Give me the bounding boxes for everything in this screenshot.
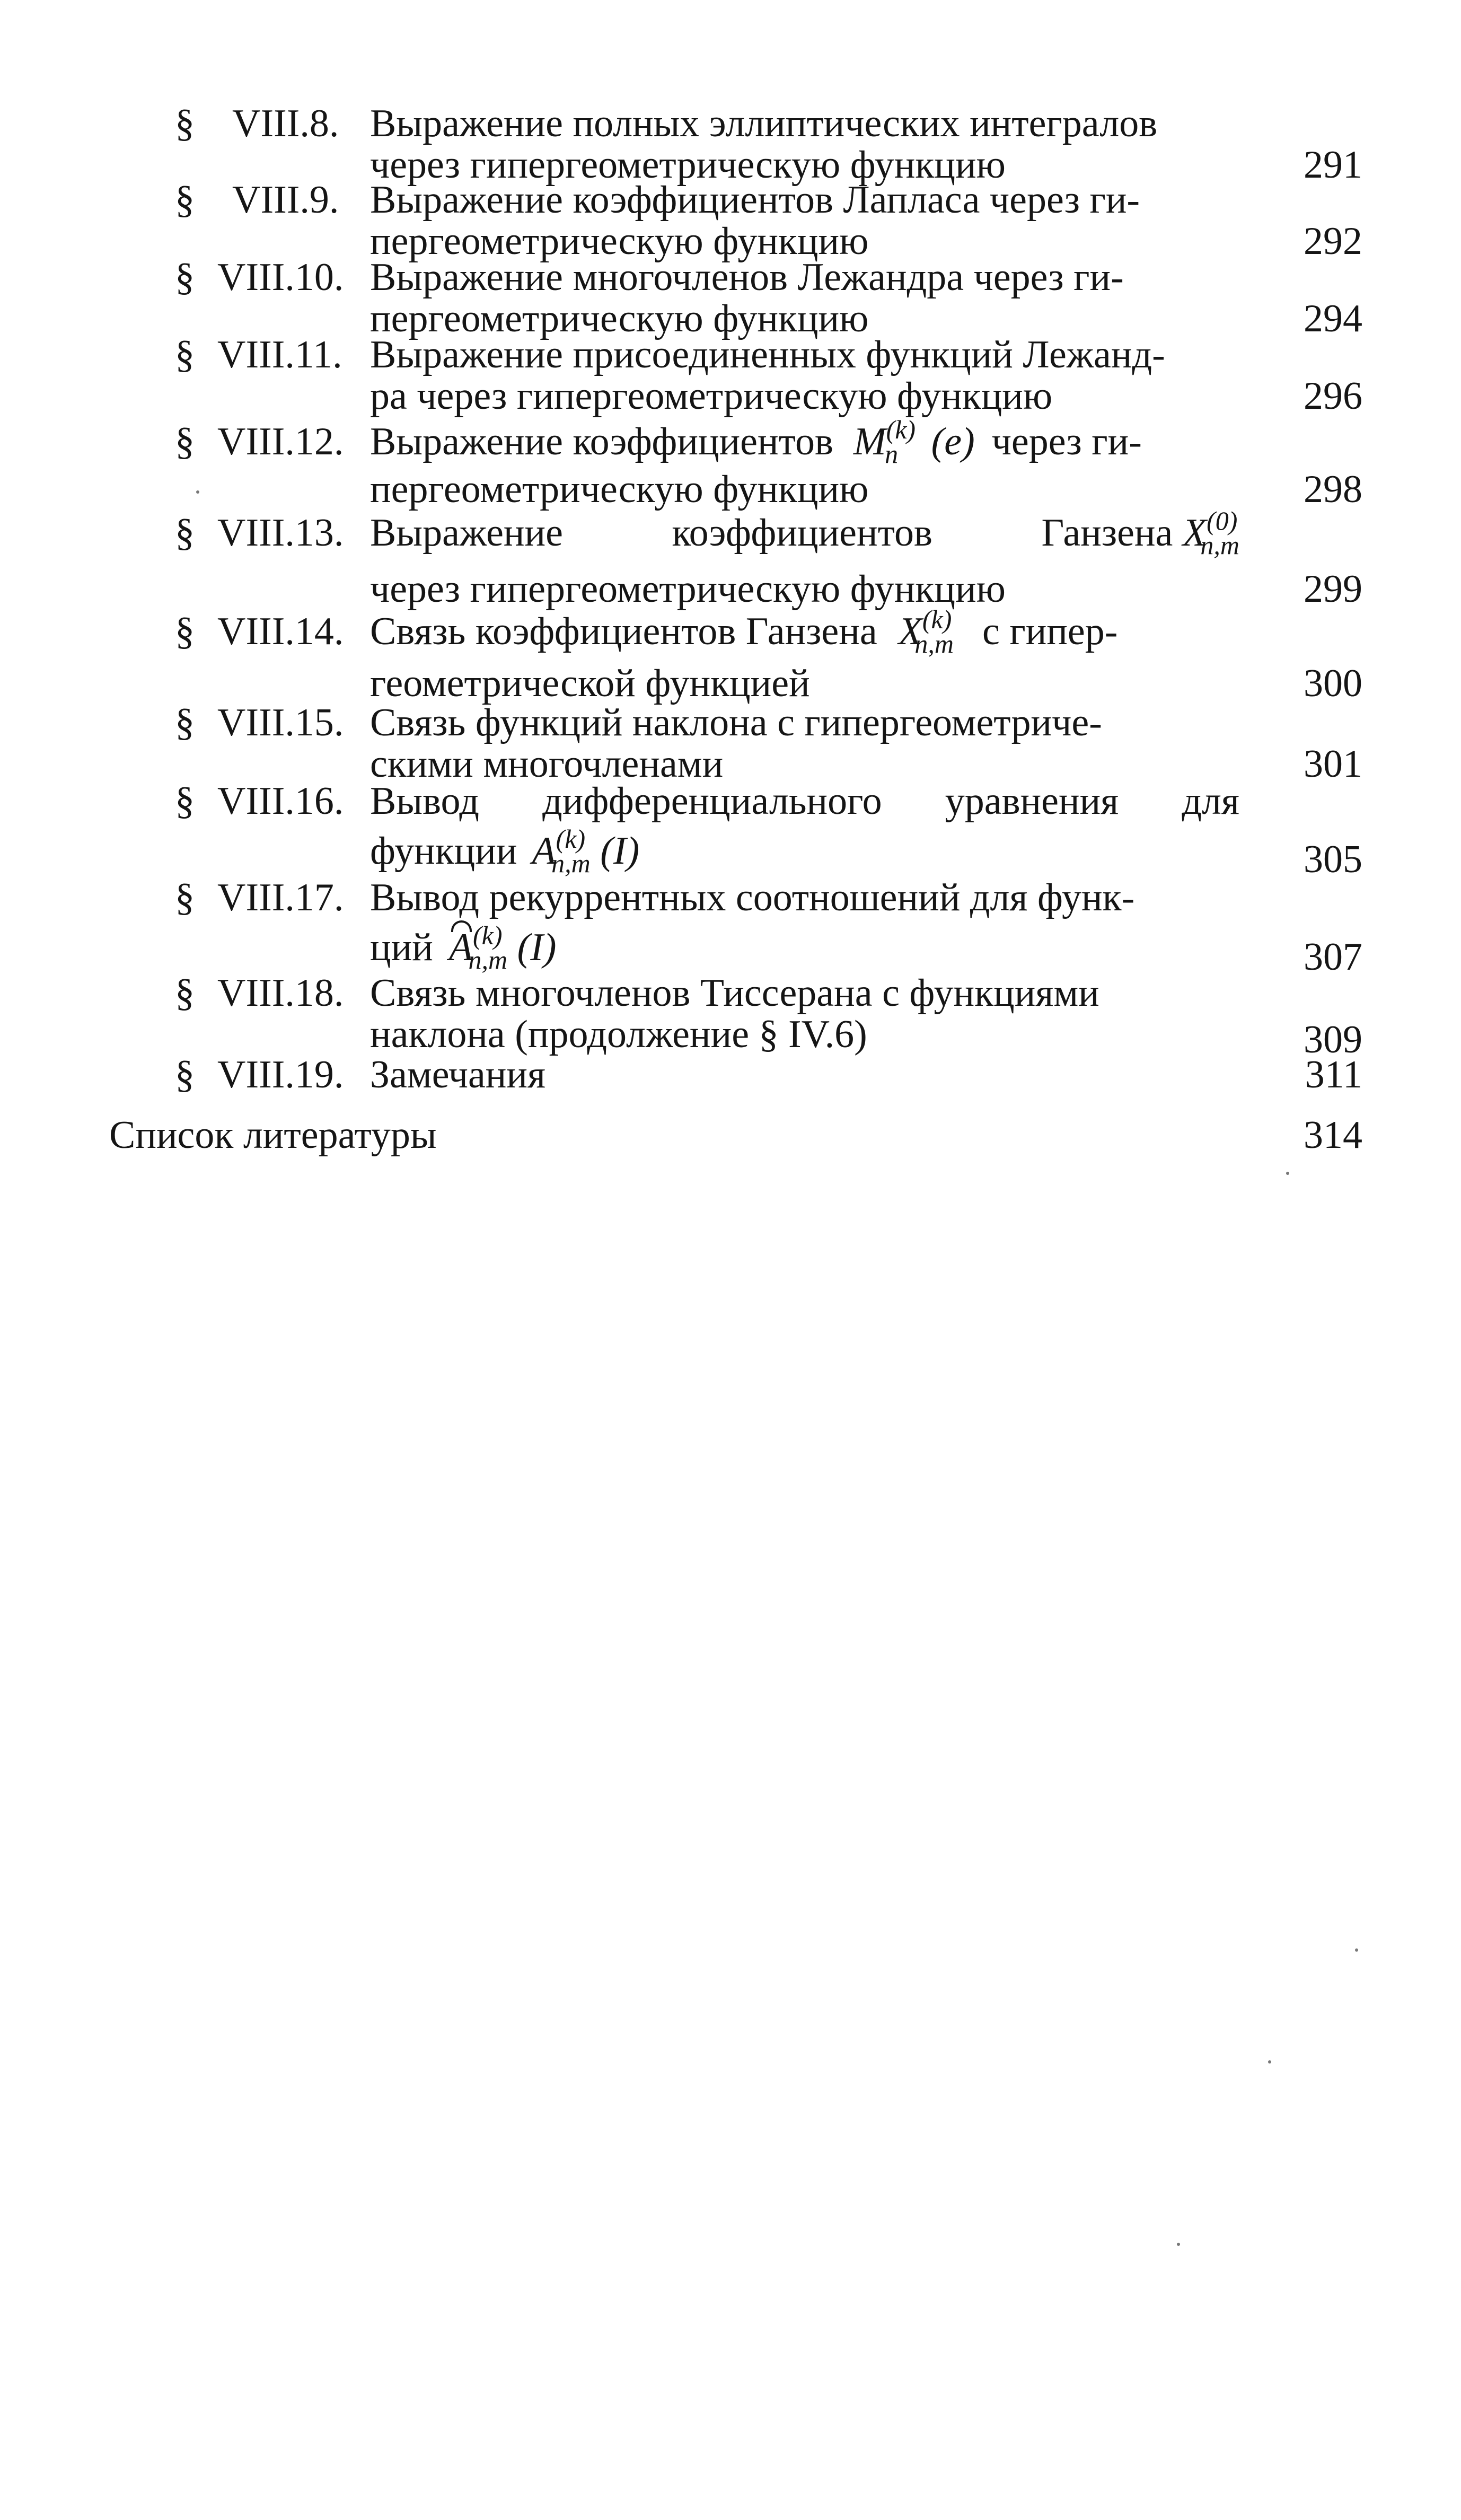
entry-title-line-2: скими многочленами — [370, 742, 724, 786]
math-x-nm-k: $X^{(k)}_{n,m}$ — [898, 604, 954, 658]
page-number: 301 — [1304, 742, 1362, 786]
page-number: 296 — [1304, 374, 1362, 418]
entry-title-line-2: геометрической функцией — [370, 662, 810, 705]
section-sign: § — [175, 333, 195, 376]
bibliography-label: Список литературы — [109, 1113, 437, 1157]
entry-title-line-2: пергеометрическую функцию — [370, 219, 869, 263]
entry-title-line-2: через гипергеометрическую функцию — [370, 143, 1006, 187]
entry-title-line-1: Выражение коэффициентов $M^{(k)}_n$ (e) через ги- — [370, 415, 1142, 469]
entry-title-line-1: Выражение коэффициентов Ганзена $X^{(0)}_{n,m}$ — [370, 506, 1239, 560]
entry-title-line-2: ций $A^{(k)}_{n,m}$ (I) — [370, 920, 557, 974]
entry-title-line-1: Связь функций наклона с гипергеометриче- — [370, 701, 1102, 744]
section-sign: § — [175, 876, 195, 919]
section-sign: § — [175, 511, 195, 555]
section-sign: § — [175, 701, 195, 744]
section-number: VIII.13. — [217, 511, 344, 555]
page-number: 314 — [1304, 1113, 1362, 1157]
math-a-nm-k: $A^{(k)}_{n,m}$ (I) — [532, 824, 640, 878]
scan-speck — [1177, 2243, 1180, 2246]
page-number: 311 — [1305, 1053, 1362, 1096]
scan-speck — [1286, 1172, 1289, 1175]
section-number: VIII.12. — [217, 420, 344, 463]
section-sign: § — [175, 1053, 195, 1096]
scan-speck — [1355, 1948, 1358, 1952]
section-number: VIII.17. — [217, 876, 344, 919]
page-number: 292 — [1304, 219, 1362, 263]
entry-title-line-1: Вывод дифференциального уравнения для — [370, 779, 1239, 823]
section-number: VIII.10. — [217, 256, 344, 299]
section-number: VIII.14. — [217, 610, 344, 653]
section-number: VIII.15. — [217, 701, 344, 744]
section-sign: § — [175, 971, 195, 1015]
entry-title-line-1: Связь коэффициентов Ганзена $X^{(k)}_{n,m}$ с гипер- — [370, 604, 1118, 658]
entry-title-line-2: пергеометрическую функцию — [370, 297, 869, 340]
math-x-nm-0: $X^{(0)}_{n,m}$ — [1182, 506, 1239, 560]
page-number: 309 — [1304, 1018, 1362, 1061]
page-number: 299 — [1304, 567, 1362, 611]
section-number: VIII.18. — [217, 971, 344, 1015]
page-number: 305 — [1304, 838, 1362, 881]
math-a-hat-nm-k: $A^{(k)}_{n,m}$ (I) — [448, 920, 557, 974]
entry-title-line-1: Выражение многочленов Лежандра через ги- — [370, 256, 1124, 299]
section-number: VIII.9. — [232, 178, 339, 222]
page-number: 307 — [1304, 935, 1362, 979]
section-sign: § — [175, 420, 195, 463]
entry-title-line-1: Выражение присоединенных функций Лежанд- — [370, 333, 1165, 376]
section-number: VIII.16. — [217, 779, 344, 823]
section-sign: § — [175, 256, 195, 299]
entry-title-line-2: наклона (продолжение § IV.6) — [370, 1013, 867, 1056]
section-sign: § — [175, 610, 195, 653]
scan-speck — [196, 490, 199, 494]
page-number: 300 — [1304, 662, 1362, 705]
section-number: VIII.11. — [217, 333, 342, 376]
section-number: VIII.19. — [217, 1053, 344, 1096]
page-number: 298 — [1304, 468, 1362, 511]
entry-title-line-2: пергеометрическую функцию — [370, 468, 869, 511]
entry-title-line-1: Вывод рекуррентных соотношений для функ- — [370, 876, 1135, 919]
section-sign: § — [175, 779, 195, 823]
entry-title-line-2: функции $A^{(k)}_{n,m}$ (I) — [370, 824, 640, 878]
scan-speck — [1268, 2060, 1271, 2064]
entry-title-line-1: Выражение коэффициентов Лапласа через ги- — [370, 178, 1140, 222]
entry-title-line-1: Замечания — [370, 1053, 546, 1096]
entry-title-line-2: через гипергеометрическую функцию — [370, 567, 1006, 611]
entry-title-line-1: Выражение полных эллиптических интегралов — [370, 102, 1158, 145]
entry-title-line-2: ра через гипергеометрическую функцию — [370, 374, 1053, 418]
page-number: 294 — [1304, 297, 1362, 340]
section-sign: § — [175, 102, 195, 145]
entry-title-line-1: Связь многочленов Тиссерана с функциями — [370, 971, 1099, 1015]
math-m-n-k: $M^{(k)}_n$ (e) — [853, 415, 975, 469]
page-number: 291 — [1304, 143, 1362, 187]
section-number: VIII.8. — [232, 102, 339, 145]
section-sign: § — [175, 178, 195, 222]
